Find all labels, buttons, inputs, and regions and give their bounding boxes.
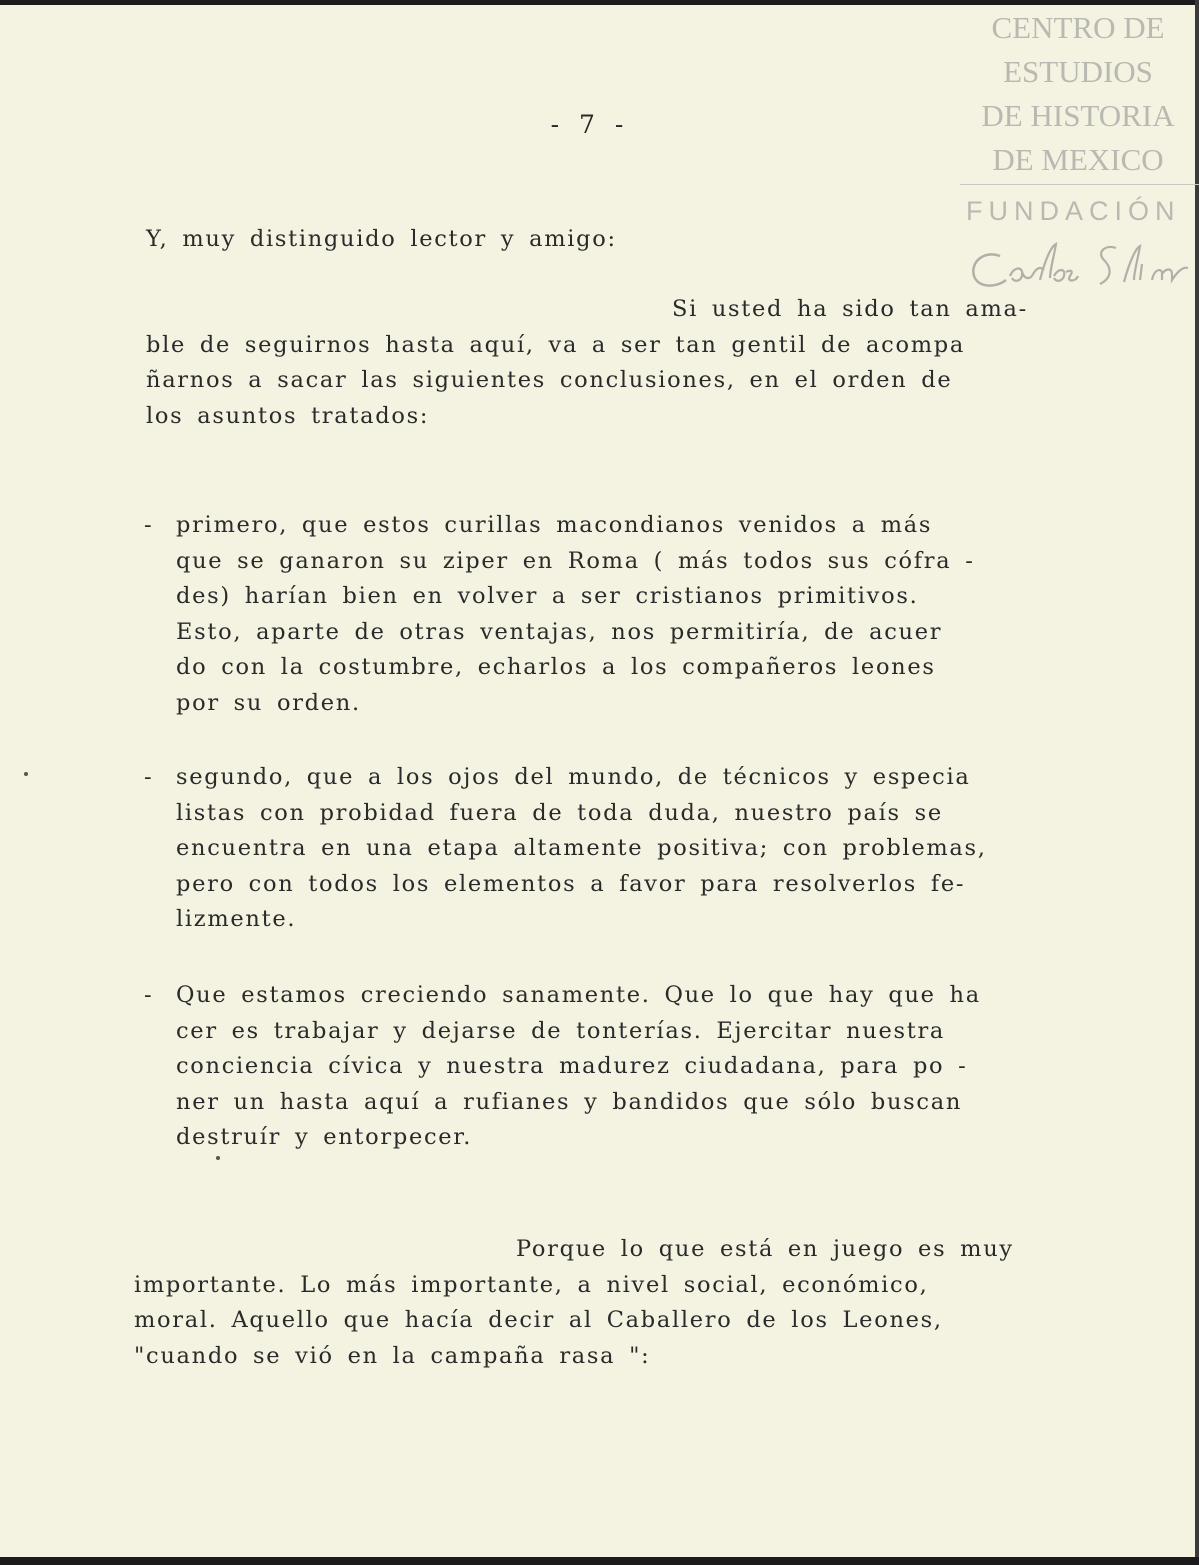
paragraph-line: des) harían bien en volver a ser cristianos primitivos. — [176, 583, 919, 609]
paragraph-line: por su orden. — [176, 689, 361, 716]
paragraph-line: cer es trabajar y dejarse de tonterías. Ejercitar nuestra — [176, 1017, 946, 1044]
scan-speck — [216, 1156, 220, 1160]
conclusion-text — [176, 978, 981, 1156]
bullet-dash: - — [144, 512, 152, 538]
intro-paragraph — [146, 292, 1028, 434]
conclusion-text — [176, 508, 975, 721]
paragraph-line: Si usted ha sido tan ama- — [672, 296, 1028, 322]
stamp-line: DE HISTORIA — [981, 98, 1175, 133]
paragraph-line: listas con probidad fuera de toda duda, nuestro país se — [176, 799, 943, 826]
paragraph-line: Que estamos creciendo sanamente. Que lo que hay que ha — [176, 982, 981, 1008]
stamp-divider — [960, 184, 1199, 185]
conclusion-text — [176, 760, 987, 938]
paragraph-line: destruír y entorpecer. — [176, 1124, 473, 1150]
stamp-line: DE MEXICO — [992, 142, 1164, 177]
bullet-dash: - — [144, 982, 152, 1008]
paragraph-line: encuentra en una etapa altamente positiva; con problemas, — [176, 835, 987, 861]
page-number: - 7 - — [550, 110, 630, 139]
paragraph-line: ñarnos a sacar las siguientes conclusiones, en el orden de — [146, 367, 953, 393]
scan-right-border — [1195, 0, 1199, 1565]
paragraph-line: lizmente. — [176, 906, 297, 932]
paragraph-line: Esto, aparte de otras ventajas, nos permitiría, de acuer — [176, 618, 943, 645]
paragraph-line: pero con todos los elementos a favor para resolverlos fe- — [176, 870, 966, 897]
scan-speck — [24, 772, 28, 776]
salutation: Y, muy distinguido lector y amigo: — [146, 226, 617, 252]
paragraph-line: moral. Aquello que hacía decir al Caballero de los Leones, — [134, 1307, 943, 1333]
paragraph-line: que se ganaron su ziper en Roma ( más todos sus cófra - — [176, 547, 975, 574]
stamp-line: CENTRO DE — [991, 10, 1165, 45]
scan-bottom-border — [0, 1557, 1199, 1565]
paragraph-line: "cuando se vió en la campaña rasa ": — [134, 1342, 651, 1369]
signature-logo-icon — [966, 236, 1196, 298]
scan-top-border — [0, 0, 1199, 5]
stamp-foundation-label: FUNDACIÓN — [966, 196, 1181, 226]
paragraph-line: do con la costumbre, echarlos a los compañeros leones — [176, 654, 936, 680]
paragraph-line: segundo, que a los ojos del mundo, de técnicos y especia — [176, 764, 971, 790]
bullet-dash: - — [144, 764, 152, 790]
paragraph-line: Porque lo que está en juego es muy — [516, 1236, 1014, 1262]
paragraph-line: conciencia cívica y nuestra madurez ciudadana, para po - — [176, 1053, 968, 1079]
paragraph-line: ble de seguirnos hasta aquí, va a ser tan gentil de acompa — [146, 331, 965, 358]
paragraph-line: los asuntos tratados: — [146, 402, 430, 429]
stamp-line: ESTUDIOS — [1003, 54, 1153, 89]
archive-stamp — [958, 6, 1198, 182]
paragraph-line: primero, que estos curillas macondianos venidos a más — [176, 512, 933, 538]
closing-paragraph — [134, 1232, 1014, 1374]
paragraph-line: ner un hasta aquí a rufianes y bandidos que sólo buscan — [176, 1088, 963, 1115]
paragraph-line: importante. Lo más importante, a nivel social, económico, — [134, 1271, 929, 1298]
